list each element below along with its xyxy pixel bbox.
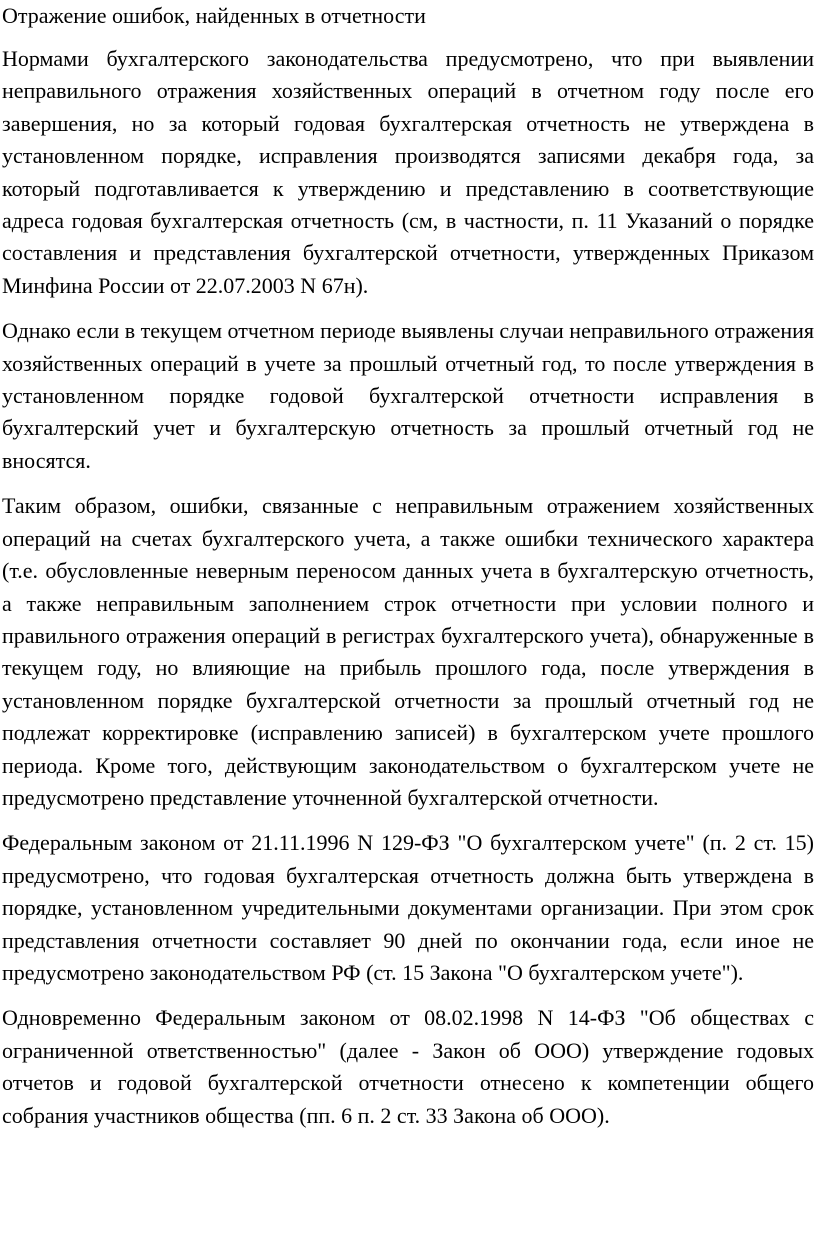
paragraph-1: Нормами бухгалтерского законодательства предусмотрено, что при выявлении неправильного отражения хозяйственных операций в отчетном году после его завершения, но за который годовая бухгалтерская отчетность не утверждена в установленном порядке, исправления производятся записями декабря года, за который подготавливается к утверждению и представлению в соответствующие адреса годовая бухгалтерская отчетность (см, в частности, п. 11 Указаний о порядке составления и представления бухгалтерской отчетности, утвержденных Приказом Минфина России от 22.07.2003 N 67н). — [2, 46, 814, 298]
paragraph-5: Одновременно Федеральным законом от 08.02.1998 N 14-ФЗ "Об обществах с ограниченной ответственностью" (далее - Закон об ООО) утверждение годовых отчетов и годовой бухгалтерской отчетности отнесено к компетенции общего собрания участников общества (пп. 6 п. 2 ст. 33 Закона об ООО). — [2, 1005, 814, 1128]
document-title: Отражение ошибок, найденных в отчетности — [2, 3, 426, 28]
paragraph-3: Таким образом, ошибки, связанные с неправильным отражением хозяйственных операций на счетах бухгалтерского учета, а также ошибки технического характера (т.е. обусловленные неверным переносом данных учета в бухгалтерскую отчетность, а также неправильным заполнением строк отчетности при условии полного и правильного отражения операций в регистрах бухгалтерского учета), обнаруженные в текущем году, но влияющие на прибыль прошлого года, после утверждения в установленном порядке бухгалтерской отчетности за прошлый отчетный год не подлежат корректировке (исправлению записей) в бухгалтерском учете прошлого периода. Кроме того, действующим законодательством о бухгалтерском учете не предусмотрено представление уточненной бухгалтерской отчетности. — [2, 493, 814, 810]
paragraph-4: Федеральным законом от 21.11.1996 N 129-ФЗ "О бухгалтерском учете" (п. 2 ст. 15) предусмотрено, что годовая бухгалтерская отчетность должна быть утверждена в порядке, установленном учредительными документами организации. При этом срок представления отчетности составляет 90 дней по окончании года, если иное не предусмотрено законодательством РФ (ст. 15 Закона "О бухгалтерском учете"). — [2, 830, 814, 985]
paragraph-2: Однако если в текущем отчетном периоде выявлены случаи неправильного отражения хозяйственных операций в учете за прошлый отчетный год, то после утверждения в установленном порядке годовой бухгалтерской отчетности исправления в бухгалтерский учет и бухгалтерскую отчетность за прошлый отчетный год не вносятся. — [2, 318, 814, 473]
